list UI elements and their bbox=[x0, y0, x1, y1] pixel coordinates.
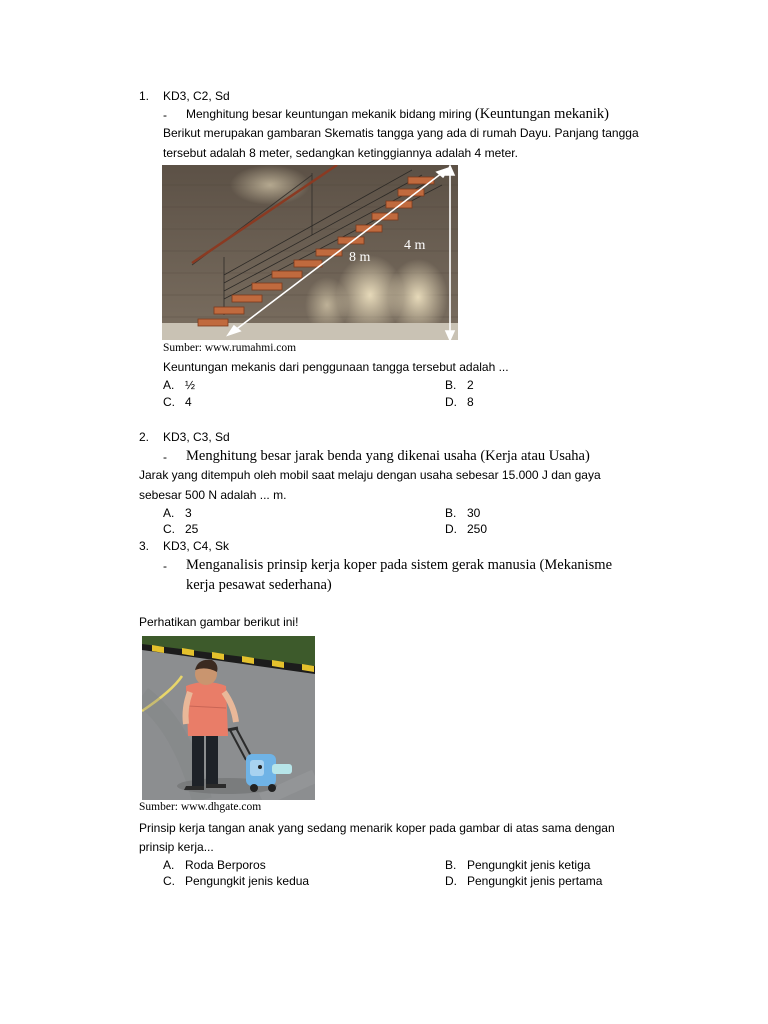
question-3-header bbox=[139, 539, 230, 553]
question-1-header bbox=[139, 89, 230, 103]
figure-1-source: Sumber: www.rumahmi.com bbox=[163, 342, 297, 354]
question-number: 2. bbox=[139, 430, 150, 444]
option-c: C. 25 bbox=[163, 522, 199, 536]
question-2-indicator: - Menghitung besar jarak benda yang dikenai usaha (Kerja atau Usaha) bbox=[163, 448, 590, 464]
indicator-text: Menghitung besar jarak benda yang dikenai usaha (Kerja atau Usaha) bbox=[186, 448, 590, 464]
question-code: KD3, C3, Sd bbox=[163, 430, 230, 444]
figure-3-source: Sumber: www.dhgate.com bbox=[139, 801, 262, 813]
option-b: B. 30 bbox=[445, 506, 481, 520]
option-d: D. 250 bbox=[445, 522, 488, 536]
indicator-text-line1: Menganalisis prinsip kerja koper pada sistem gerak manusia (Mekanisme bbox=[186, 557, 613, 573]
question-2-header bbox=[139, 430, 230, 444]
question-code: KD3, C4, Sk bbox=[163, 539, 230, 553]
staircase-image bbox=[162, 165, 458, 340]
option-c: C. Pengungkit jenis kedua bbox=[163, 874, 310, 888]
question-number: 1. bbox=[139, 89, 150, 103]
option-b: B. Pengungkit jenis ketiga bbox=[445, 858, 591, 872]
question-1-stem-line2: tersebut adalah 8 meter, sedangkan ketinggiannya adalah 4 meter. bbox=[163, 146, 518, 160]
child-suitcase-image bbox=[142, 636, 315, 800]
option-a: A. ½ bbox=[163, 378, 196, 392]
question-3-stem-line1: Prinsip kerja tangan anak yang sedang menarik koper pada gambar di atas sama dengan bbox=[139, 821, 615, 835]
question-2-stem-line2: sebesar 500 N adalah ... m. bbox=[139, 488, 287, 502]
indicator-text-line2: kerja pesawat sederhana) bbox=[186, 577, 332, 593]
question-1-indicator: - Menghitung besar keuntungan mekanik bidang miring (Keuntungan mekanik) bbox=[163, 106, 609, 122]
question-2-stem-line1: Jarak yang ditempuh oleh mobil saat melaju dengan usaha sebesar 15.000 J dan gaya bbox=[139, 468, 601, 482]
length-label: 8 m bbox=[349, 250, 371, 265]
question-1-prompt: Keuntungan mekanis dari penggunaan tangga tersebut adalah ... bbox=[163, 360, 509, 374]
question-code: KD3, C2, Sd bbox=[163, 89, 230, 103]
question-1-stem-line1: Berikut merupakan gambaran Skematis tangga yang ada di rumah Dayu. Panjang tangga bbox=[163, 126, 639, 140]
height-label: 4 m bbox=[404, 238, 426, 253]
indicator-text: Menghitung besar keuntungan mekanik bidang miring (Keuntungan mekanik) bbox=[186, 106, 609, 122]
option-a: A. 3 bbox=[163, 506, 192, 520]
option-c: C. 4 bbox=[163, 395, 192, 409]
question-3-stem-line2: prinsip kerja... bbox=[139, 840, 214, 854]
question-number: 3. bbox=[139, 539, 150, 553]
option-b: B. 2 bbox=[445, 378, 474, 392]
option-a: A. Roda Berporos bbox=[163, 858, 266, 872]
option-d: D. Pengungkit jenis pertama bbox=[445, 874, 603, 888]
question-3-intro: Perhatikan gambar berikut ini! bbox=[139, 615, 299, 629]
option-d: D. 8 bbox=[445, 395, 474, 409]
question-3-indicator: - Menganalisis prinsip kerja koper pada sistem gerak manusia (Mekanisme bbox=[163, 557, 613, 573]
